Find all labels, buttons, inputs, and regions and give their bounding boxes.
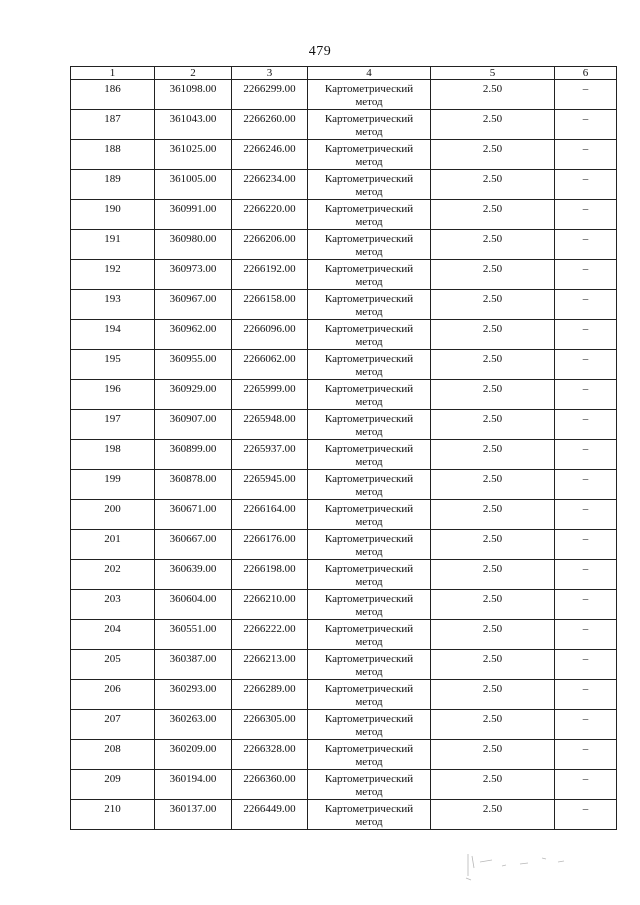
cell-note: – <box>555 380 617 410</box>
cell-method <box>308 590 431 620</box>
method-line-2: метод <box>355 276 383 288</box>
cell-accuracy: 2.50 <box>431 710 555 740</box>
cell-method <box>308 770 431 800</box>
cell-note: – <box>555 320 617 350</box>
cell-x-coordinate: 360967.00 <box>155 290 232 320</box>
cell-method <box>308 350 431 380</box>
cell-point-number: 195 <box>71 350 155 380</box>
method-line-2: метод <box>355 696 383 708</box>
table-row <box>71 680 617 710</box>
cell-accuracy: 2.50 <box>431 380 555 410</box>
cell-accuracy: 2.50 <box>431 740 555 770</box>
cell-x-coordinate: 360671.00 <box>155 500 232 530</box>
cell-x-coordinate: 361025.00 <box>155 140 232 170</box>
cell-method <box>308 290 431 320</box>
cell-method <box>308 230 431 260</box>
cell-point-number: 192 <box>71 260 155 290</box>
cell-x-coordinate: 360929.00 <box>155 380 232 410</box>
cell-x-coordinate: 360973.00 <box>155 260 232 290</box>
cell-note: – <box>555 620 617 650</box>
cell-accuracy: 2.50 <box>431 590 555 620</box>
cell-note: – <box>555 410 617 440</box>
cell-x-coordinate: 360604.00 <box>155 590 232 620</box>
cell-method <box>308 710 431 740</box>
cell-point-number: 209 <box>71 770 155 800</box>
cell-y-coordinate: 2266220.00 <box>232 200 308 230</box>
method-line-2: метод <box>355 516 383 528</box>
cell-method <box>308 680 431 710</box>
page-number: 479 <box>308 44 332 59</box>
cell-point-number: 203 <box>71 590 155 620</box>
column-header-3: 3 <box>232 67 308 80</box>
cell-note: – <box>555 470 617 500</box>
method-line-2: метод <box>355 426 383 438</box>
method-line-2: метод <box>355 816 383 828</box>
cell-point-number: 199 <box>71 470 155 500</box>
cell-accuracy: 2.50 <box>431 500 555 530</box>
method-line-2: метод <box>355 186 383 198</box>
method-line-2: метод <box>355 336 383 348</box>
cell-y-coordinate: 2266246.00 <box>232 140 308 170</box>
method-line-1: Картометрический <box>324 743 414 755</box>
method-line-2: метод <box>355 246 383 258</box>
column-header-5: 5 <box>431 67 555 80</box>
method-line-1: Картометрический <box>324 803 414 815</box>
cell-point-number: 202 <box>71 560 155 590</box>
method-line-2: метод <box>355 726 383 738</box>
method-line-1: Картометрический <box>324 593 414 605</box>
cell-x-coordinate: 360387.00 <box>155 650 232 680</box>
method-line-1: Картометрический <box>324 503 414 515</box>
method-line-1: Картометрический <box>324 683 414 695</box>
table-row <box>71 560 617 590</box>
cell-accuracy: 2.50 <box>431 290 555 320</box>
cell-method <box>308 410 431 440</box>
method-line-1: Картометрический <box>324 713 414 725</box>
cell-x-coordinate: 360907.00 <box>155 410 232 440</box>
cell-point-number: 187 <box>71 110 155 140</box>
cell-x-coordinate: 360878.00 <box>155 470 232 500</box>
cell-y-coordinate: 2266289.00 <box>232 680 308 710</box>
method-line-2: метод <box>355 546 383 558</box>
method-line-2: метод <box>355 486 383 498</box>
table-header-row <box>71 67 617 80</box>
cell-point-number: 194 <box>71 320 155 350</box>
cell-x-coordinate: 360980.00 <box>155 230 232 260</box>
cell-accuracy: 2.50 <box>431 560 555 590</box>
cell-accuracy: 2.50 <box>431 140 555 170</box>
table-row <box>71 140 617 170</box>
cell-accuracy: 2.50 <box>431 80 555 110</box>
cell-y-coordinate: 2266158.00 <box>232 290 308 320</box>
cell-note: – <box>555 440 617 470</box>
cell-note: – <box>555 530 617 560</box>
table-row <box>71 110 617 140</box>
table-row <box>71 290 617 320</box>
cell-note: – <box>555 500 617 530</box>
method-line-1: Картометрический <box>324 563 414 575</box>
method-line-1: Картометрический <box>324 233 414 245</box>
cell-x-coordinate: 361043.00 <box>155 110 232 140</box>
table-row <box>71 650 617 680</box>
cell-x-coordinate: 360991.00 <box>155 200 232 230</box>
method-line-1: Картометрический <box>324 653 414 665</box>
cell-method <box>308 560 431 590</box>
cell-method <box>308 200 431 230</box>
cell-point-number: 206 <box>71 680 155 710</box>
cell-y-coordinate: 2266328.00 <box>232 740 308 770</box>
cell-y-coordinate: 2265999.00 <box>232 380 308 410</box>
cell-method <box>308 80 431 110</box>
cell-x-coordinate: 360955.00 <box>155 350 232 380</box>
cell-accuracy: 2.50 <box>431 800 555 830</box>
cell-note: – <box>555 590 617 620</box>
method-line-2: метод <box>355 786 383 798</box>
cell-point-number: 201 <box>71 530 155 560</box>
cell-note: – <box>555 770 617 800</box>
cell-accuracy: 2.50 <box>431 440 555 470</box>
cell-accuracy: 2.50 <box>431 260 555 290</box>
method-line-1: Картометрический <box>324 413 414 425</box>
method-line-2: метод <box>355 666 383 678</box>
cell-x-coordinate: 360194.00 <box>155 770 232 800</box>
cell-y-coordinate: 2265945.00 <box>232 470 308 500</box>
method-line-2: метод <box>355 216 383 228</box>
cell-y-coordinate: 2265937.00 <box>232 440 308 470</box>
cell-method <box>308 650 431 680</box>
cell-method <box>308 530 431 560</box>
table-row <box>71 770 617 800</box>
cell-note: – <box>555 800 617 830</box>
cell-method <box>308 260 431 290</box>
table-body <box>71 80 617 830</box>
table-row <box>71 470 617 500</box>
cell-point-number: 196 <box>71 380 155 410</box>
cell-y-coordinate: 2266096.00 <box>232 320 308 350</box>
method-line-1: Картометрический <box>324 83 414 95</box>
cell-y-coordinate: 2266299.00 <box>232 80 308 110</box>
cell-accuracy: 2.50 <box>431 410 555 440</box>
cell-point-number: 205 <box>71 650 155 680</box>
cell-point-number: 210 <box>71 800 155 830</box>
cell-note: – <box>555 110 617 140</box>
method-line-1: Картометрический <box>324 473 414 485</box>
table-row <box>71 380 617 410</box>
method-line-2: метод <box>355 396 383 408</box>
cell-accuracy: 2.50 <box>431 530 555 560</box>
method-line-1: Картометрический <box>324 203 414 215</box>
cell-note: – <box>555 170 617 200</box>
table-row <box>71 350 617 380</box>
cell-y-coordinate: 2266449.00 <box>232 800 308 830</box>
method-line-2: метод <box>355 96 383 108</box>
cell-y-coordinate: 2265948.00 <box>232 410 308 440</box>
cell-x-coordinate: 360639.00 <box>155 560 232 590</box>
cell-note: – <box>555 740 617 770</box>
cell-point-number: 207 <box>71 710 155 740</box>
cell-point-number: 190 <box>71 200 155 230</box>
cell-x-coordinate: 360667.00 <box>155 530 232 560</box>
cell-y-coordinate: 2266260.00 <box>232 110 308 140</box>
cell-method <box>308 620 431 650</box>
method-line-1: Картометрический <box>324 353 414 365</box>
table-row <box>71 80 617 110</box>
cell-note: – <box>555 200 617 230</box>
cell-point-number: 198 <box>71 440 155 470</box>
cell-x-coordinate: 360137.00 <box>155 800 232 830</box>
cell-x-coordinate: 360551.00 <box>155 620 232 650</box>
table-row <box>71 320 617 350</box>
cell-note: – <box>555 80 617 110</box>
cell-accuracy: 2.50 <box>431 320 555 350</box>
cell-point-number: 191 <box>71 230 155 260</box>
cell-note: – <box>555 710 617 740</box>
cell-y-coordinate: 2266305.00 <box>232 710 308 740</box>
cell-y-coordinate: 2266192.00 <box>232 260 308 290</box>
cell-x-coordinate: 360293.00 <box>155 680 232 710</box>
cell-note: – <box>555 260 617 290</box>
method-line-1: Картометрический <box>324 773 414 785</box>
method-line-2: метод <box>355 306 383 318</box>
cell-x-coordinate: 361098.00 <box>155 80 232 110</box>
cell-accuracy: 2.50 <box>431 650 555 680</box>
method-line-2: метод <box>355 156 383 168</box>
cell-accuracy: 2.50 <box>431 230 555 260</box>
cell-point-number: 189 <box>71 170 155 200</box>
cell-y-coordinate: 2266198.00 <box>232 560 308 590</box>
cell-point-number: 204 <box>71 620 155 650</box>
method-line-2: метод <box>355 366 383 378</box>
cell-y-coordinate: 2266062.00 <box>232 350 308 380</box>
method-line-1: Картометрический <box>324 143 414 155</box>
cell-method <box>308 440 431 470</box>
cell-point-number: 197 <box>71 410 155 440</box>
table-row <box>71 530 617 560</box>
cell-accuracy: 2.50 <box>431 680 555 710</box>
cell-x-coordinate: 360899.00 <box>155 440 232 470</box>
cell-x-coordinate: 360962.00 <box>155 320 232 350</box>
method-line-2: метод <box>355 756 383 768</box>
table-row <box>71 230 617 260</box>
table-row <box>71 500 617 530</box>
method-line-1: Картометрический <box>324 383 414 395</box>
cell-note: – <box>555 680 617 710</box>
method-line-1: Картометрический <box>324 113 414 125</box>
table-row <box>71 410 617 440</box>
table-row <box>71 710 617 740</box>
cell-point-number: 188 <box>71 140 155 170</box>
method-line-2: метод <box>355 576 383 588</box>
method-line-1: Картометрический <box>324 533 414 545</box>
method-line-2: метод <box>355 636 383 648</box>
cell-note: – <box>555 230 617 260</box>
cell-method <box>308 500 431 530</box>
cell-x-coordinate: 360209.00 <box>155 740 232 770</box>
cell-method <box>308 320 431 350</box>
cell-y-coordinate: 2266164.00 <box>232 500 308 530</box>
method-line-1: Картометрический <box>324 443 414 455</box>
method-line-2: метод <box>355 456 383 468</box>
cell-y-coordinate: 2266222.00 <box>232 620 308 650</box>
cell-method <box>308 740 431 770</box>
table-row <box>71 620 617 650</box>
cell-x-coordinate: 361005.00 <box>155 170 232 200</box>
cell-accuracy: 2.50 <box>431 200 555 230</box>
cell-accuracy: 2.50 <box>431 170 555 200</box>
cell-y-coordinate: 2266213.00 <box>232 650 308 680</box>
table-row <box>71 170 617 200</box>
cell-accuracy: 2.50 <box>431 620 555 650</box>
cell-method <box>308 140 431 170</box>
table-row <box>71 800 617 830</box>
table-row <box>71 440 617 470</box>
cell-note: – <box>555 140 617 170</box>
method-line-1: Картометрический <box>324 263 414 275</box>
cell-y-coordinate: 2266234.00 <box>232 170 308 200</box>
cell-note: – <box>555 350 617 380</box>
cell-method <box>308 470 431 500</box>
cell-point-number: 193 <box>71 290 155 320</box>
cell-y-coordinate: 2266206.00 <box>232 230 308 260</box>
cell-accuracy: 2.50 <box>431 470 555 500</box>
table-row <box>71 590 617 620</box>
table-row <box>71 740 617 770</box>
cell-method <box>308 800 431 830</box>
cell-method <box>308 110 431 140</box>
cell-y-coordinate: 2266360.00 <box>232 770 308 800</box>
cell-y-coordinate: 2266176.00 <box>232 530 308 560</box>
cell-accuracy: 2.50 <box>431 350 555 380</box>
method-line-2: метод <box>355 606 383 618</box>
cell-method <box>308 170 431 200</box>
table-row <box>71 260 617 290</box>
column-header-4: 4 <box>308 67 431 80</box>
cell-point-number: 186 <box>71 80 155 110</box>
table-row <box>71 200 617 230</box>
cell-method <box>308 380 431 410</box>
cell-y-coordinate: 2266210.00 <box>232 590 308 620</box>
cell-note: – <box>555 650 617 680</box>
faint-stamp-mark <box>462 848 582 884</box>
cell-note: – <box>555 560 617 590</box>
method-line-1: Картометрический <box>324 173 414 185</box>
cell-note: – <box>555 290 617 320</box>
method-line-1: Картометрический <box>324 293 414 305</box>
column-header-1: 1 <box>71 67 155 80</box>
cell-point-number: 208 <box>71 740 155 770</box>
cell-accuracy: 2.50 <box>431 770 555 800</box>
method-line-2: метод <box>355 126 383 138</box>
column-header-6: 6 <box>555 67 617 80</box>
method-line-1: Картометрический <box>324 623 414 635</box>
cell-accuracy: 2.50 <box>431 110 555 140</box>
column-header-2: 2 <box>155 67 232 80</box>
cell-point-number: 200 <box>71 500 155 530</box>
coordinates-table <box>70 66 617 830</box>
method-line-1: Картометрический <box>324 323 414 335</box>
cell-x-coordinate: 360263.00 <box>155 710 232 740</box>
